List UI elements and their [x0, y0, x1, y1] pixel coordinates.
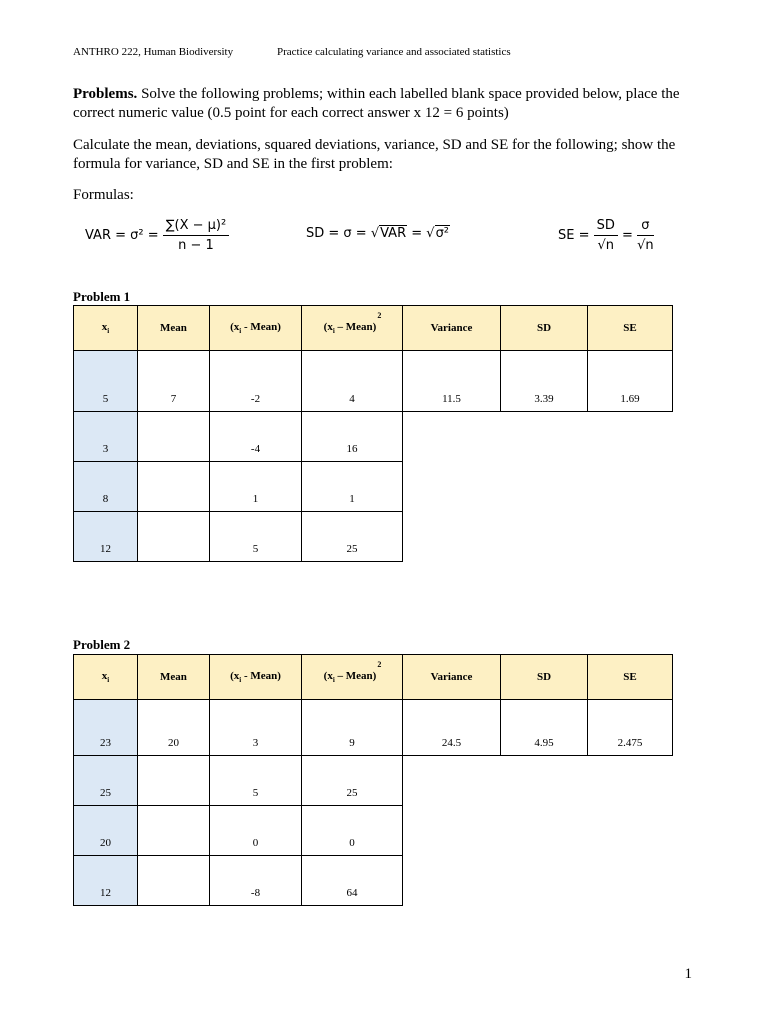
cell-se: 1.69 — [588, 351, 673, 412]
cell-deviation: 0 — [210, 806, 302, 856]
col-header-sd: SD — [501, 306, 588, 351]
col-header-squared-deviation: ($x_i$ – Mean)$^2$ — [302, 655, 403, 700]
sd-formula-mid: = √ — [407, 226, 435, 241]
cell-variance: 11.5 — [403, 351, 501, 412]
cell-deviation: -8 — [210, 856, 302, 906]
sd-formula — [306, 226, 450, 241]
col-header-se: SE — [588, 655, 673, 700]
cell-squared-deviation: 64 — [302, 856, 403, 906]
col-header-x: $x_i$ — [74, 655, 138, 700]
cell-sd: 3.39 — [501, 351, 588, 412]
table-row — [74, 512, 673, 562]
table-row — [74, 351, 673, 412]
cell-squared-deviation: 16 — [302, 412, 403, 462]
cell-variance: 24.5 — [403, 700, 501, 756]
se-numerator-sigma: σ — [637, 218, 654, 236]
table-row — [74, 700, 673, 756]
sd-formula-lhs: SD = σ = √ — [306, 226, 380, 241]
cell-squared-deviation: 1 — [302, 462, 403, 512]
cell-deviation: 5 — [210, 756, 302, 806]
se-formula-lhs: SE = — [558, 228, 590, 243]
cell-squared-deviation: 9 — [302, 700, 403, 756]
variance-formula-lhs: VAR = σ² = — [85, 228, 159, 243]
table-row — [74, 856, 673, 906]
cell-deviation: -4 — [210, 412, 302, 462]
cell-mean: 7 — [138, 351, 210, 412]
sd-radicand-var: VAR — [380, 226, 407, 241]
cell-mean-blank — [138, 856, 210, 906]
cell-x: 3 — [74, 412, 138, 462]
cell-x: 8 — [74, 462, 138, 512]
se-fraction-sd — [594, 218, 618, 253]
cell-deviation: 1 — [210, 462, 302, 512]
cell-deviation: 3 — [210, 700, 302, 756]
formulas-label: Formulas: — [73, 187, 134, 203]
variance-formula — [85, 218, 229, 253]
problems-text: Solve the following problems; within each labelled blank space provided below, place the correct numeric value (0.5 point for each correct answer x 12 = 6 points) — [73, 86, 680, 121]
col-header-variance: Variance — [403, 655, 501, 700]
se-formula-equals: = — [622, 228, 633, 243]
se-fraction-sigma — [637, 218, 654, 253]
table-row — [74, 756, 673, 806]
cell-squared-deviation: 25 — [302, 756, 403, 806]
variance-fraction — [163, 218, 229, 253]
col-header-deviation: ($x_i$ - Mean) — [210, 655, 302, 700]
cell-mean-blank — [138, 806, 210, 856]
problem-1-table — [73, 305, 673, 562]
cell-mean: 20 — [138, 700, 210, 756]
col-header-mean: Mean — [138, 655, 210, 700]
cell-x: 23 — [74, 700, 138, 756]
cell-squared-deviation: 0 — [302, 806, 403, 856]
cell-x: 12 — [74, 512, 138, 562]
problems-intro — [73, 85, 713, 123]
se-denominator-1: √n — [597, 238, 615, 253]
se-formula — [558, 218, 654, 253]
se-numerator-sd: SD — [594, 218, 618, 236]
cell-se: 2.475 — [588, 700, 673, 756]
problem-2-table — [73, 654, 673, 906]
col-header-deviation: ($x_i$ - Mean) — [210, 306, 302, 351]
col-header-squared-deviation: ($x_i$ – Mean)$^2$ — [302, 306, 403, 351]
variance-numerator: ∑(X − μ)² — [163, 218, 229, 236]
cell-deviation: -2 — [210, 351, 302, 412]
table-header-row — [74, 655, 673, 700]
cell-mean-blank — [138, 412, 210, 462]
cell-squared-deviation: 4 — [302, 351, 403, 412]
col-header-variance: Variance — [403, 306, 501, 351]
header-course: ANTHRO 222, Human Biodiversity — [73, 46, 234, 58]
cell-mean-blank — [138, 756, 210, 806]
problem-1-title: Problem 1 — [73, 289, 131, 304]
table-row — [74, 806, 673, 856]
col-header-se: SE — [588, 306, 673, 351]
instructions-text: Calculate the mean, deviations, squared deviations, variance, SD and SE for the following; show the formula for variance, SD and SE in the first problem: — [73, 137, 676, 172]
col-header-x: $x_i$ — [74, 306, 138, 351]
table-row — [74, 462, 673, 512]
cell-x: 20 — [74, 806, 138, 856]
page-number: 1 — [684, 966, 692, 982]
cell-deviation: 5 — [210, 512, 302, 562]
table-row — [74, 412, 673, 462]
variance-denominator: n − 1 — [178, 238, 214, 253]
cell-squared-deviation: 25 — [302, 512, 403, 562]
header-title: Practice calculating variance and associated statistics — [277, 46, 511, 58]
col-header-mean: Mean — [138, 306, 210, 351]
problems-label: Problems. — [73, 86, 138, 102]
se-denominator-2: √n — [637, 238, 654, 253]
cell-sd: 4.95 — [501, 700, 588, 756]
table-header-row — [74, 306, 673, 351]
cell-x: 5 — [74, 351, 138, 412]
col-header-sd: SD — [501, 655, 588, 700]
problem-2-title: Problem 2 — [73, 637, 131, 652]
cell-mean-blank — [138, 512, 210, 562]
cell-x: 25 — [74, 756, 138, 806]
cell-x: 12 — [74, 856, 138, 906]
cell-mean-blank — [138, 462, 210, 512]
sd-radicand-sigma: σ² — [435, 226, 450, 241]
